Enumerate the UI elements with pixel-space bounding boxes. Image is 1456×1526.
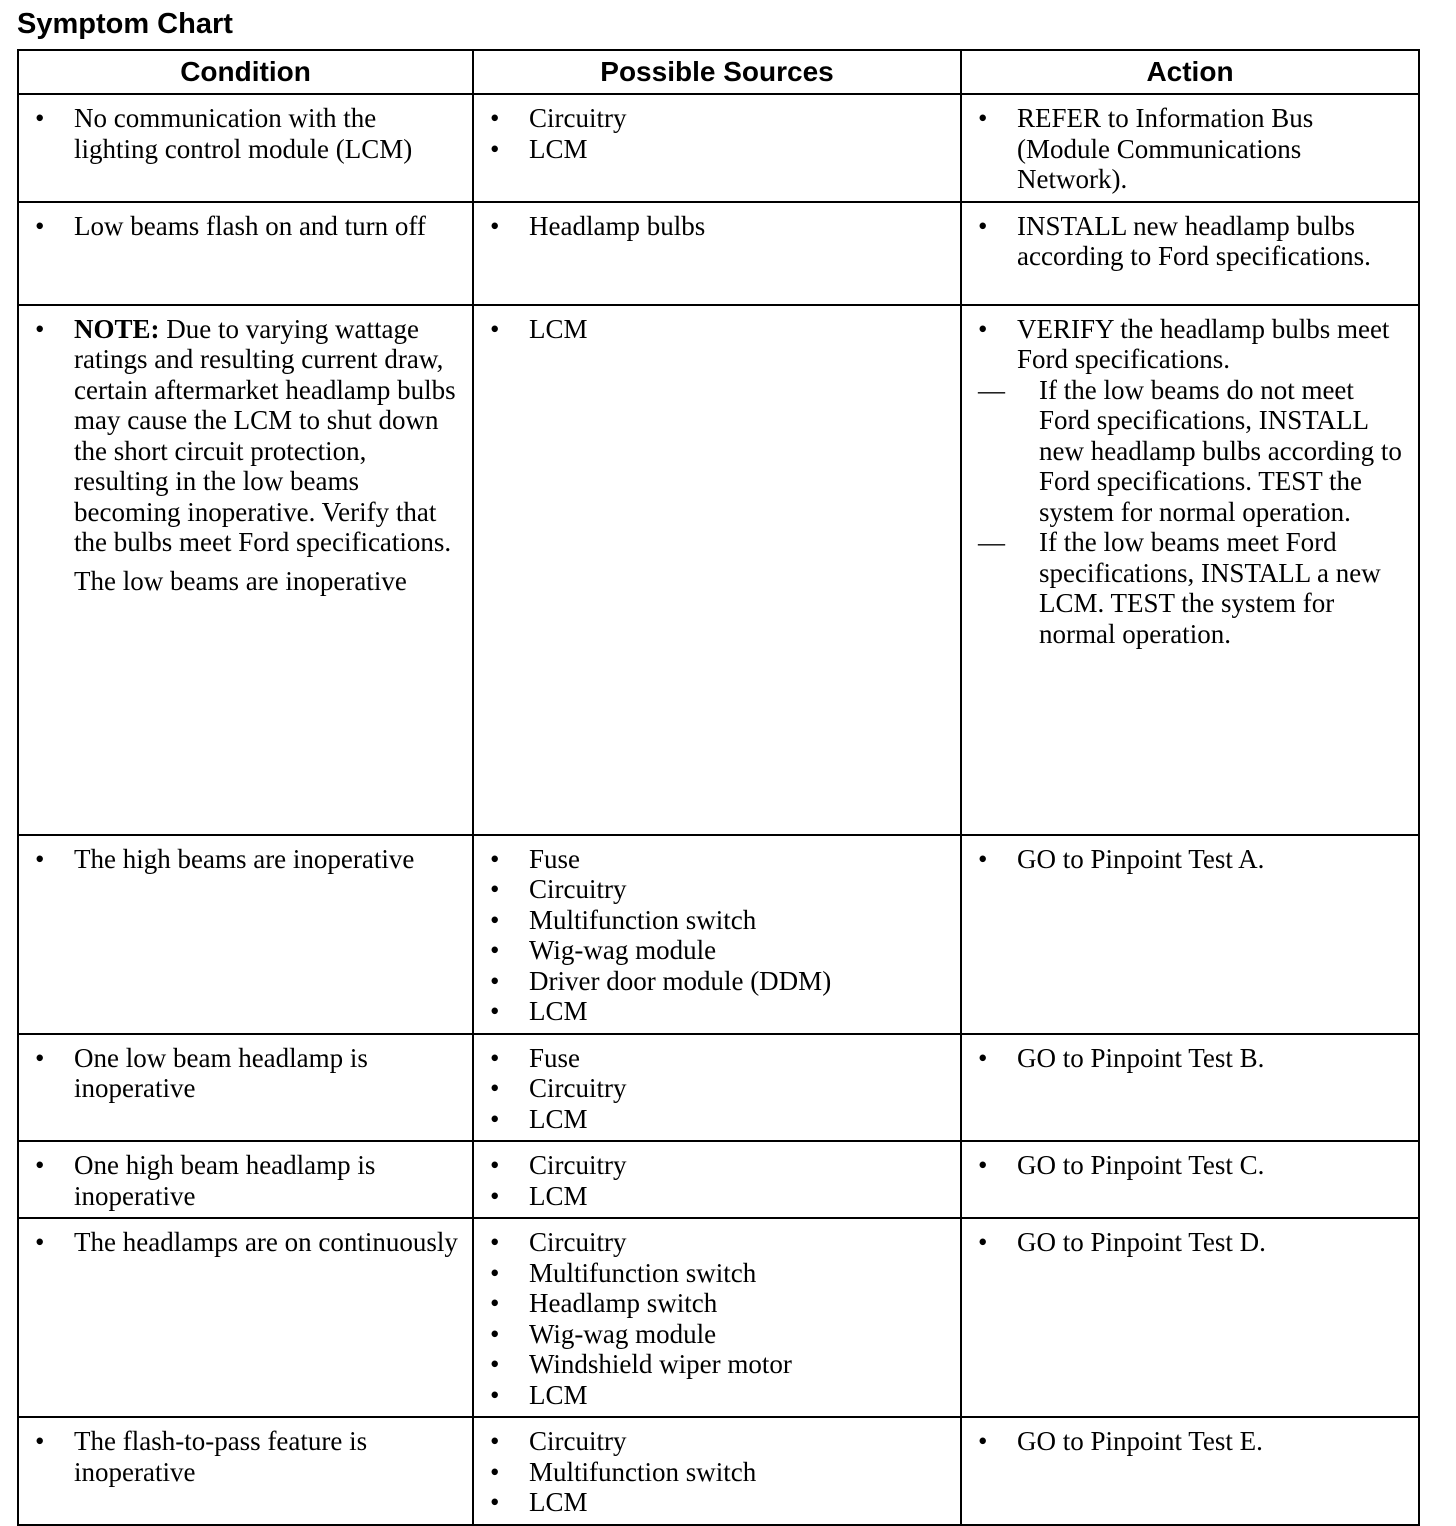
source-text: Windshield wiper motor bbox=[529, 1349, 792, 1379]
bullet: • bbox=[490, 210, 500, 241]
bullet: • bbox=[978, 210, 988, 241]
source-item bbox=[486, 1349, 950, 1380]
source-text: Circuitry bbox=[529, 874, 627, 904]
condition-text: No communication with the lighting control module (LCM) bbox=[74, 103, 413, 164]
action-text: GO to Pinpoint Test C. bbox=[1017, 1150, 1265, 1180]
page-title: Symptom Chart bbox=[17, 8, 233, 40]
bullet: • bbox=[490, 1103, 500, 1134]
action-cell bbox=[961, 94, 1419, 202]
source-item bbox=[486, 1487, 950, 1518]
bullet: • bbox=[490, 1073, 500, 1103]
table-row bbox=[18, 835, 1419, 1034]
possible-sources-header: Possible Sources bbox=[473, 50, 961, 94]
note-text: Due to varying wattage ratings and resulting current draw, certain aftermarket headlamp bulbs may cause the LCM to shut down the short circuit protection, resulting in the low beams becoming inoperative. Verify that the bulbs meet Ford specifications. bbox=[74, 313, 456, 557]
action-cell bbox=[961, 1218, 1419, 1417]
sources-cell bbox=[473, 1218, 961, 1417]
source-text: Wig-wag module bbox=[529, 935, 717, 965]
source-item bbox=[486, 1043, 950, 1074]
action-sub-list bbox=[974, 375, 1408, 650]
action-header: Action bbox=[961, 50, 1419, 94]
bullet: • bbox=[490, 1487, 500, 1517]
bullet: • bbox=[490, 1180, 500, 1211]
action-sub-text: If the low beams meet Ford specifications, INSTALL a new LCM. TEST the system for normal operation. bbox=[1039, 527, 1381, 649]
source-item bbox=[486, 1380, 950, 1411]
bullet: • bbox=[490, 874, 500, 904]
table-row bbox=[18, 1034, 1419, 1142]
source-item bbox=[486, 1288, 950, 1319]
bullet: • bbox=[490, 1456, 500, 1487]
bullet: • bbox=[490, 965, 500, 996]
bullet: • bbox=[490, 843, 500, 874]
bullet: • bbox=[978, 1150, 988, 1180]
sources-cell bbox=[473, 1417, 961, 1525]
condition-cell bbox=[18, 1417, 473, 1525]
source-text: Multifunction switch bbox=[529, 904, 757, 935]
source-item bbox=[486, 1319, 950, 1350]
bullet: • bbox=[35, 210, 45, 241]
action-cell bbox=[961, 1141, 1419, 1218]
source-text: LCM bbox=[529, 1103, 588, 1134]
bullet: • bbox=[490, 1318, 500, 1349]
dash: — bbox=[978, 527, 1005, 557]
bullet: • bbox=[490, 1379, 500, 1410]
table-row bbox=[18, 94, 1419, 202]
bullet: • bbox=[490, 103, 500, 133]
source-item bbox=[486, 1150, 950, 1181]
bullet: • bbox=[490, 1257, 500, 1288]
bullet: • bbox=[35, 843, 45, 874]
source-item bbox=[486, 996, 950, 1027]
action-cell bbox=[961, 305, 1419, 835]
source-text: Headlamp bulbs bbox=[529, 210, 706, 241]
source-item bbox=[486, 1104, 950, 1135]
action-text: GO to Pinpoint Test E. bbox=[1017, 1426, 1263, 1456]
source-text: LCM bbox=[529, 133, 588, 164]
bullet: • bbox=[35, 1227, 45, 1257]
condition-cell bbox=[18, 305, 473, 835]
action-text: VERIFY the headlamp bulbs meet Ford specifications. bbox=[1017, 313, 1390, 374]
condition-cell bbox=[18, 1034, 473, 1142]
dash: — bbox=[978, 374, 1005, 405]
action-cell bbox=[961, 202, 1419, 305]
action-text: GO to Pinpoint Test B. bbox=[1017, 1042, 1265, 1073]
bullet: • bbox=[490, 1349, 500, 1379]
source-item bbox=[486, 935, 950, 966]
source-item bbox=[486, 314, 950, 345]
source-item bbox=[486, 1227, 950, 1258]
table-row bbox=[18, 1417, 1419, 1525]
source-text: Multifunction switch bbox=[529, 1257, 757, 1288]
condition-text: The headlamps are on continuously bbox=[74, 1227, 458, 1257]
source-item bbox=[486, 966, 950, 997]
source-item bbox=[486, 1457, 950, 1488]
condition-text: The flash-to-pass feature is inoperative bbox=[74, 1426, 368, 1487]
source-text: Circuitry bbox=[529, 1227, 627, 1257]
source-item bbox=[486, 1258, 950, 1289]
condition-text: One high beam headlamp is inoperative bbox=[74, 1150, 376, 1211]
sources-cell bbox=[473, 1034, 961, 1142]
source-text: Circuitry bbox=[529, 1426, 627, 1456]
sources-cell bbox=[473, 94, 961, 202]
condition-cell bbox=[18, 202, 473, 305]
source-item bbox=[486, 134, 950, 165]
condition-text: The low beams are inoperative bbox=[74, 565, 407, 596]
sources-cell bbox=[473, 835, 961, 1034]
table-row bbox=[18, 202, 1419, 305]
sources-cell bbox=[473, 1141, 961, 1218]
bullet: • bbox=[978, 1042, 988, 1073]
source-text: Wig-wag module bbox=[529, 1318, 717, 1349]
bullet: • bbox=[490, 1227, 500, 1257]
action-text: INSTALL new headlamp bulbs according to Ford specifications. bbox=[1017, 210, 1371, 271]
action-sub-item bbox=[974, 375, 1408, 528]
source-text: Driver door module (DDM) bbox=[529, 965, 832, 996]
bullet: • bbox=[490, 935, 500, 965]
bullet: • bbox=[978, 1227, 988, 1257]
source-item bbox=[486, 211, 950, 242]
bullet: • bbox=[490, 313, 500, 344]
bullet: • bbox=[490, 1042, 500, 1073]
source-text: Fuse bbox=[529, 1042, 581, 1073]
source-text: Multifunction switch bbox=[529, 1456, 757, 1487]
bullet: • bbox=[490, 1288, 500, 1318]
action-cell bbox=[961, 1034, 1419, 1142]
condition-text: Low beams flash on and turn off bbox=[74, 210, 426, 241]
note-label: NOTE: bbox=[74, 313, 160, 344]
source-text: Circuitry bbox=[529, 1150, 627, 1180]
action-text: REFER to Information Bus (Module Communications Network). bbox=[1017, 103, 1314, 194]
condition-cell bbox=[18, 94, 473, 202]
source-text: LCM bbox=[529, 1487, 588, 1517]
source-text: Circuitry bbox=[529, 103, 627, 133]
condition-text: The high beams are inoperative bbox=[74, 843, 415, 874]
bullet: • bbox=[490, 133, 500, 164]
bullet: • bbox=[490, 904, 500, 935]
condition-text: One low beam headlamp is inoperative bbox=[74, 1042, 368, 1103]
bullet: • bbox=[978, 843, 988, 874]
source-text: Circuitry bbox=[529, 1073, 627, 1103]
bullet: • bbox=[490, 1150, 500, 1180]
source-text: Fuse bbox=[529, 843, 581, 874]
sources-cell bbox=[473, 202, 961, 305]
header-row bbox=[18, 50, 1419, 94]
bullet: • bbox=[978, 103, 988, 133]
bullet: • bbox=[35, 1426, 45, 1456]
bullet: • bbox=[35, 313, 45, 344]
table-row bbox=[18, 1218, 1419, 1417]
action-cell bbox=[961, 835, 1419, 1034]
condition-header: Condition bbox=[18, 50, 473, 94]
action-sub-text: If the low beams do not meet Ford specifications, INSTALL new headlamp bulbs according to Ford specifications. TEST the system for normal operation. bbox=[1039, 374, 1402, 527]
source-item bbox=[486, 1426, 950, 1457]
source-text: LCM bbox=[529, 996, 588, 1026]
bullet: • bbox=[35, 1150, 45, 1180]
bullet: • bbox=[35, 103, 45, 133]
bullet: • bbox=[490, 996, 500, 1026]
source-text: Headlamp switch bbox=[529, 1288, 718, 1318]
source-item bbox=[486, 1073, 950, 1104]
source-text: LCM bbox=[529, 1180, 588, 1211]
source-item bbox=[486, 905, 950, 936]
bullet: • bbox=[35, 1042, 45, 1073]
bullet: • bbox=[978, 1426, 988, 1456]
action-cell bbox=[961, 1417, 1419, 1525]
action-text: GO to Pinpoint Test D. bbox=[1017, 1227, 1266, 1257]
condition-cell bbox=[18, 1218, 473, 1417]
action-sub-item bbox=[974, 527, 1408, 649]
bullet: • bbox=[978, 313, 988, 344]
source-item bbox=[486, 874, 950, 905]
source-text: LCM bbox=[529, 1379, 588, 1410]
bullet: • bbox=[490, 1426, 500, 1456]
source-item bbox=[486, 1181, 950, 1212]
action-text: GO to Pinpoint Test A. bbox=[1017, 843, 1265, 874]
symptom-chart-table bbox=[17, 49, 1420, 1526]
source-item bbox=[486, 844, 950, 875]
source-text: LCM bbox=[529, 313, 588, 344]
sources-cell bbox=[473, 305, 961, 835]
source-item bbox=[486, 103, 950, 134]
condition-cell bbox=[18, 835, 473, 1034]
condition-cell bbox=[18, 1141, 473, 1218]
table-row bbox=[18, 1141, 1419, 1218]
table-row bbox=[18, 305, 1419, 835]
